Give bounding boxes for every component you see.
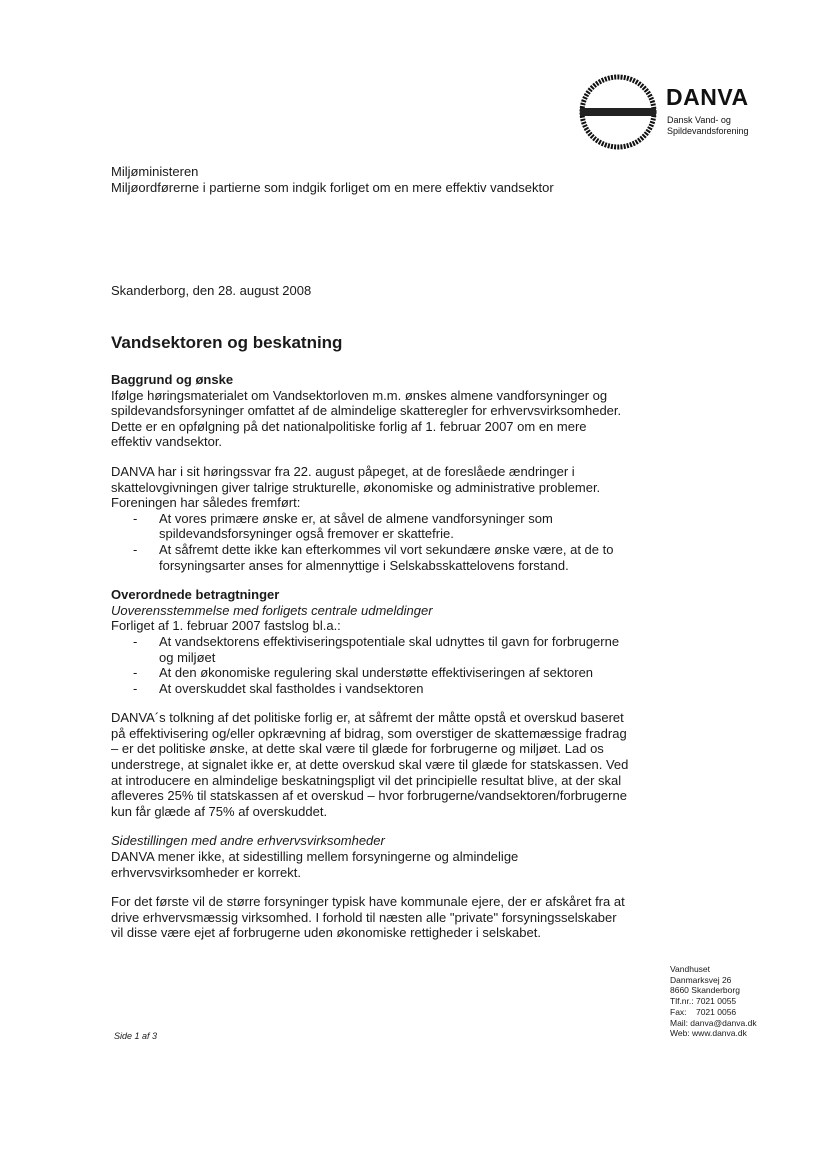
- paragraph: Forliget af 1. februar 2007 fastslog bl.a.:: [111, 618, 341, 634]
- recipient-block: [111, 164, 554, 196]
- danva-emblem-icon: [574, 72, 662, 152]
- paragraph: For det første vil de større forsyninger typisk have kommunale ejere, der er afskåret fra at drive erhvervsmæssig virksomhed. I forhold til næsten alle "private" forsyningsselskaber vil disse være ejet af forbrugerne uden økonomiske rettigheder i selskabet.: [111, 894, 625, 941]
- logo-title: DANVA: [666, 84, 749, 110]
- settlement-list: [111, 634, 631, 696]
- contact-line: Mail: danva@danva.dk: [670, 1017, 757, 1028]
- contact-block: [670, 964, 757, 1039]
- contact-line: 8660 Skanderborg: [670, 985, 740, 996]
- subheading-disagreement: Uoverensstemmelse med forligets centrale udmeldinger: [111, 602, 433, 618]
- danva-logo: [574, 72, 774, 152]
- wish-list: [111, 511, 631, 573]
- logo-subtitle-line-2: Spildevandsforening: [667, 126, 749, 136]
- page-number: Side 1 af 3: [114, 1031, 158, 1041]
- contact-line: Danmarksvej 26: [670, 974, 732, 985]
- contact-line: Vandhuset: [670, 964, 711, 974]
- section-heading-overall: Overordnede betragtninger: [111, 587, 280, 603]
- list-item: - At vandsektorens effektiviseringspotentiale skal udnyttes til gavn for forbrugerne og miljøet: [111, 634, 631, 665]
- recipient-line-1: Miljøministeren: [111, 164, 199, 179]
- subheading-comparison: Sidestillingen med andre erhvervsvirksomheder: [111, 833, 385, 849]
- letter-title: Vandsektoren og beskatning: [111, 333, 343, 352]
- logo-subtitle-line-1: Dansk Vand- og: [667, 115, 731, 125]
- letter-body: [111, 372, 631, 941]
- paragraph: DANVA har i sit høringssvar fra 22. august påpeget, at de foreslåede ændringer i skattelovgivningen giver talrige strukturelle, økonomiske og administrative problemer. Foreningen har således fremført:: [111, 463, 601, 511]
- section-heading-background: Baggrund og ønske: [111, 372, 234, 387]
- recipient-line-2: Miljøordførerne i partierne som indgik forliget om en mere effektiv vandsektor: [111, 180, 554, 195]
- paragraph: DANVA´s tolkning af det politiske forlig er, at såfremt der måtte opstå et overskud baseret på effektivisering og/eller opkrævning af bidrag, som overstiger de skattemæssige fradrag – er det politiske ønske, at dette skal være til glæde for forbrugerne og miljøet. Lad os understrege, at signalet ikke er, at dette overskud skal være til glæde for statskassen. Ved at introducere en almindelige beskatningspligt vil det principielle resultat blive, at der skal afleveres 25% til statskassen af et overskud – hvor forbrugerne/vandsektoren/forbrugerne kun får glæde af 75% af overskuddet.: [111, 710, 629, 819]
- list-item: - At vores primære ønske er, at såvel de almene vandforsyninger som spildevandsforsyninger også fremover er skattefrie.: [111, 511, 631, 542]
- list-item: - At såfremt dette ikke kan efterkommes vil vort sekundære ønske være, at de to forsyningsarter anses for almennyttige i Selskabsskattelovens forstand.: [111, 542, 631, 573]
- logo-subtitle: [667, 115, 749, 137]
- contact-line: Tlf.nr.: 7021 0055: [670, 996, 737, 1007]
- contact-line: Fax: 7021 0056: [670, 1006, 737, 1017]
- list-item: - At overskuddet skal fastholdes i vandsektoren: [111, 681, 631, 697]
- dateline: Skanderborg, den 28. august 2008: [111, 283, 312, 298]
- paragraph: Ifølge høringsmaterialet om Vandsektorloven m.m. ønskes almene vandforsyninger og spildevandsforsyninger omfattet af de almindelige skatteregler for erhvervsvirksomheder. Dette er en opfølgning på det nationalpolitiske forlig af 1. februar 2007 om en mere effektiv vandsektor.: [111, 387, 622, 450]
- contact-line: Web: www.danva.dk: [670, 1028, 747, 1039]
- paragraph: DANVA mener ikke, at sidestilling mellem forsyningerne og almindelige erhvervsvirksomheder er korrekt.: [111, 849, 519, 880]
- list-item: - At den økonomiske regulering skal understøtte effektiviseringen af sektoren: [111, 665, 631, 681]
